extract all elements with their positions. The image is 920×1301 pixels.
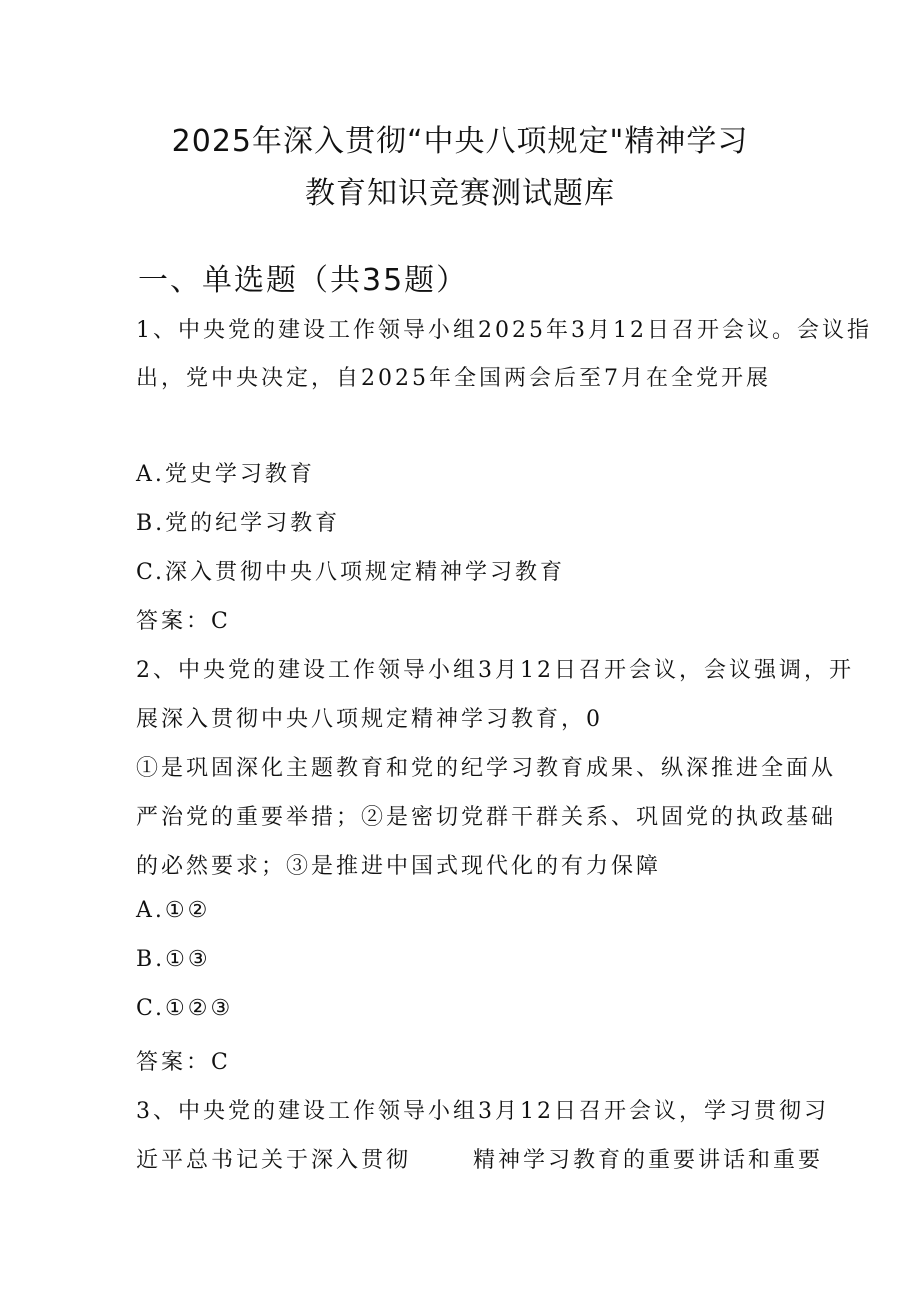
question-1-option-b: B.党的纪学习教育 xyxy=(136,511,341,536)
question-2-stem-line-4: 严治党的重要举措；②是密切党群干群关系、巩固党的执政基础 xyxy=(136,805,837,830)
question-1-stem-line-2: 出，党中央决定，自2025年全国两会后至7月在全党开展 xyxy=(136,366,771,391)
question-3-stem-line-2-head: 近平总书记关于深入贯彻 xyxy=(136,1148,412,1173)
question-3-stem-line-2 xyxy=(136,1143,823,1174)
question-3-stem-line-2-tail: 精神学习教育的重要讲话和重要 xyxy=(473,1148,824,1173)
question-2-stem-line-3: ①是巩固深化主题教育和党的纪学习教育成果、纵深推进全面从 xyxy=(136,756,837,781)
question-1-answer: 答案：C xyxy=(136,609,231,634)
question-2-stem-line-1: 2、中央党的建设工作领导小组3月12日召开会议，会议强调，开 xyxy=(136,658,854,683)
question-2-stem-line-5: 的必然要求；③是推进中国式现代化的有力保障 xyxy=(136,854,662,879)
question-1-option-a: A.党史学习教育 xyxy=(136,462,315,487)
question-1-option-c: C.深入贯彻中央八项规定精神学习教育 xyxy=(136,560,566,585)
question-2-stem-line-2: 展深入贯彻中央八项规定精神学习教育，0 xyxy=(136,707,603,732)
section-heading: 一、单选题（共35题） xyxy=(138,263,469,298)
question-2-answer: 答案：C xyxy=(136,1050,231,1075)
question-3-stem-line-1: 3、中央党的建设工作领导小组3月12日召开会议，学习贯彻习 xyxy=(136,1099,829,1124)
question-1-stem-line-1: 1、中央党的建设工作领导小组2025年3月12日召开会议。会议指 xyxy=(136,318,872,343)
question-2-option-a: A.①② xyxy=(136,898,211,923)
question-2-option-c: C.①②③ xyxy=(136,996,234,1021)
question-2-option-b: B.①③ xyxy=(136,947,211,972)
document-title-line-1: 2025年深入贯彻“中央八项规定"精神学习 xyxy=(171,124,749,159)
document-title-line-2: 教育知识竞赛测试题库 xyxy=(305,176,615,211)
